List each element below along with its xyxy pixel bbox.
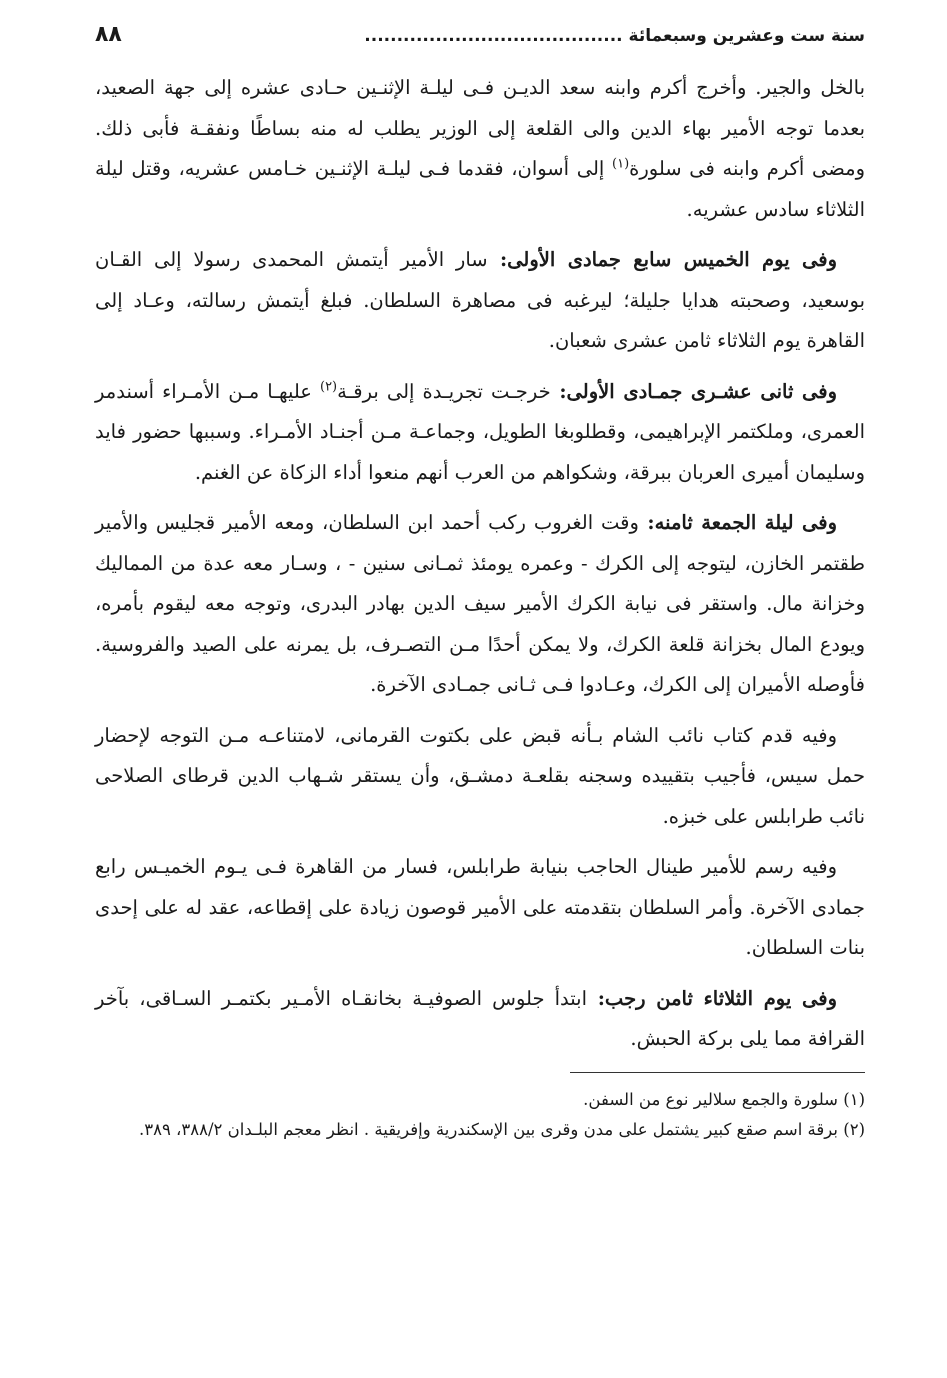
- paragraph-6: [95, 847, 865, 969]
- paragraph-text: وفيه رسم للأمير طينال الحاجب بنيابة طرابلس، فسار من القاهرة فـى يـوم الخميـس رابع جمادى الآخرة. وأمر السلطان بتقدمته على الأمير قوصون زيادة على إقطاعه، عقد له على إحدى بنات السلطان.: [95, 855, 865, 959]
- footnote-2: (٢) برقة اسم صقع كبير يشتمل على مدن وقرى بين الإسكندرية وإفريقية . انظر معجم البلـدان ٣٨٨/٢، ٣٨٩.: [138, 1119, 865, 1139]
- book-page: [95, 22, 865, 1145]
- paragraph-7: [95, 979, 865, 1060]
- paragraph-text: بالخل والجير. وأخرج أكرم وابنه سعد الديـن فـى ليلـة الإثنـين حـادى عشره إلى جهة الصعيد، بعدما توجه الأمير بهاء الدين والى القلعة إلى الوزير يطلب له منه بساطًا ونفقـة فأبى ذلك. ومضى أكرم وابنه فى سلورة: [95, 76, 866, 180]
- paragraph-tail: إلى أسوان، فقدما فـى ليلـة الإثنـين خـامس عشريه، وقتل ليلة الثلاثاء سادس عشريه.: [95, 157, 865, 221]
- paragraph-lead: وفى يوم الثلاثاء ثامن رجب:: [587, 986, 838, 1010]
- paragraph-text: وقت الغروب ركب أحمد ابن السلطان، ومعه الأمير قجليس والأمير طقتمر الخازن، ليتوجه إلى الكرك - وعمره يومئذ ثمـانى سنين - ، وسـار معه عدة من المماليك وخزانة مال. واستقر فى نيابة الكرك الأمير سيف الدين بهادر البدرى، وتوجه معه ليقوم بأمره، ويودع المال بخزانة قلعة الكرك، ولا يمكن أحدًا مـن التصـرف، بل يمرنه على الصيد والفروسية. فأوصله الأميران إلى الكرك، وعـادوا فـى ثـانى جمـادى الآخرة.: [95, 511, 865, 696]
- paragraph-text: سار الأمير أيتمش المحمدى رسولا إلى القـان بوسعيد، وصحبته هدايا جليلة؛ ليرغبه فى مصاهرة السلطان. فبلغ أيتمش رسالته، وعـاد إلى القاهرة يوم الثلاثاء ثامن عشرى شعبان.: [95, 248, 865, 352]
- page-header: [95, 22, 865, 64]
- paragraph-tail: عليهـا مـن الأمـراء أسندمر العمرى، وملكتمر الإبراهيمى، وقطلوبغا الطويل، وجماعـة مـن أجنـاد الأمـراء. وسببها حضور فايد وسليمان أميرى العربان ببرقة، وشكواهم من العرب أنهم منعوا أداء الزكاة عن الغنم.: [95, 379, 865, 484]
- footnote-divider: [570, 1072, 865, 1073]
- paragraph-lead: وفى يوم الخميس سابع جمادى الأولى:: [487, 248, 837, 271]
- running-title: سنة ست وعشرين وسبعمائة ........................................: [364, 26, 865, 46]
- paragraph-1: [95, 68, 865, 230]
- paragraph-2: [95, 240, 865, 362]
- footnotes: [95, 1085, 865, 1145]
- page-number: ٨٨: [95, 22, 122, 47]
- paragraph-3: [95, 372, 865, 494]
- paragraph-text: وفيه قدم كتاب نائب الشام بـأنه قبض على بكتوت القرمانى، لامتناعـه مـن التوجه لإحضار حمل سيس، فأجيب بتقييده وسجنه بقلعـة دمشـق، وأن يستقر شـهاب الدين قرطاى الصلاحى نائب طرابلس على خبزه.: [95, 723, 865, 828]
- paragraph-text: خرجـت تجريـدة إلى برقـة: [337, 379, 551, 403]
- footnote-ref-1: (١): [612, 156, 630, 172]
- paragraph-lead: وفى ليلة الجمعة ثامنه:: [638, 511, 837, 534]
- paragraph-lead: وفى ثانى عشـرى جمـادى الأولى:: [550, 379, 838, 403]
- footnote-1: (١) سلورة والجمع سلالير نوع من السفن.: [583, 1089, 865, 1109]
- footnote-ref-2: (٢): [319, 379, 338, 394]
- paragraph-text: ابتدأ جلوس الصوفيـة بخانقـاه الأمـير بكتمـر السـاقى، بآخر القرافة مما يلى بركة الحبش.: [95, 986, 865, 1050]
- paragraph-4: [95, 503, 865, 706]
- paragraph-5: [95, 716, 865, 838]
